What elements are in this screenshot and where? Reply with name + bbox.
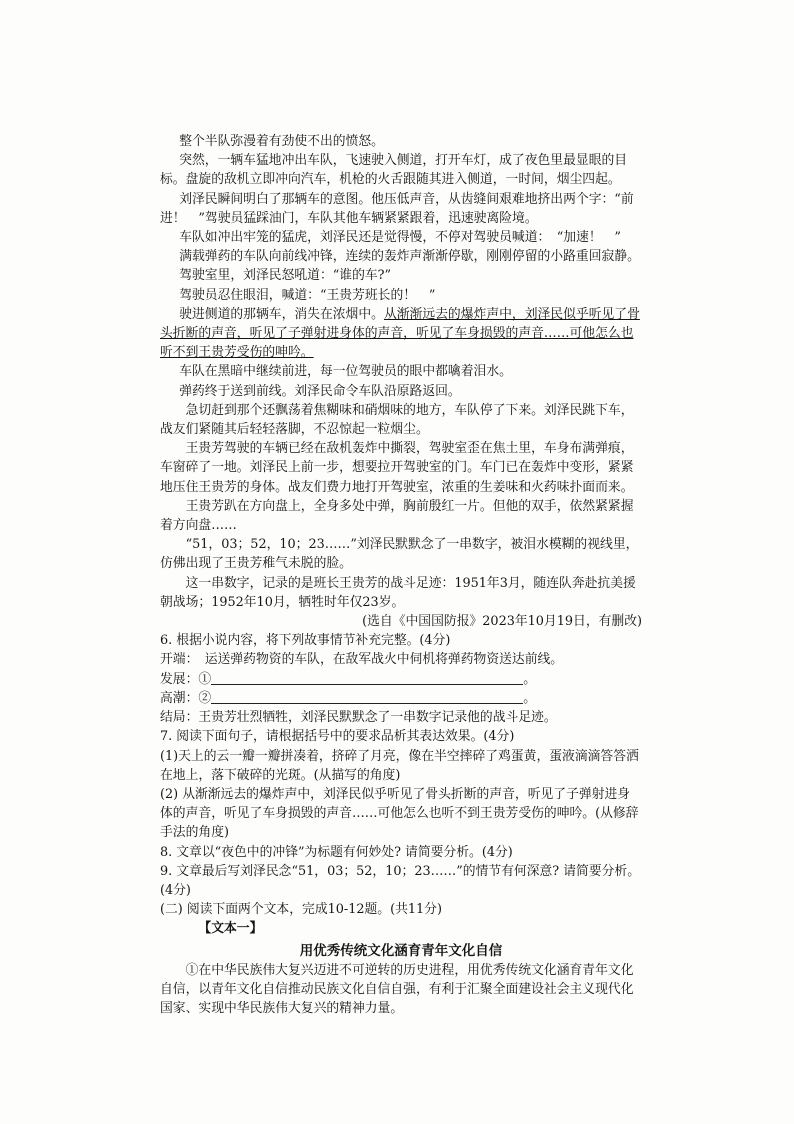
reading-content: [160, 132, 642, 1018]
section-2-heading: (二) 阅读下面两个文本，完成10-12题。(共11分): [160, 902, 442, 918]
question-7: 7. 阅读下面句子，请根据括号中的要求品析其表达效果。(4分): [160, 729, 515, 745]
q6-ending: 结局：王贵芳壮烈牺牲，刘泽民默默念了一串数字记录他的战斗足迹。: [160, 710, 557, 726]
story-paragraph: 刘泽民瞬间明白了那辆车的意图。他压低声音，从齿缝间艰难地挤出两个字：“前进！ ”驾驶员猛踩油门，车队其他车辆紧紧跟着，迅速驶离险境。: [160, 191, 634, 226]
story-paragraph: 弹药终于送到前线。刘泽民命令车队沿原路返回。: [179, 383, 461, 399]
q6-climax-label: 高潮：②: [160, 690, 212, 706]
story-text: 驶进侧道的那辆车，消失在浓烟中。: [179, 306, 384, 322]
article-paragraph: ①在中华民族伟大复兴迈进不可逆转的历史进程，用优秀传统文化涵育青年文化自信，以青年文化自信推动民族文化自信自强，有利于汇聚全面建设社会主义现代化国家、实现中华民族伟大复兴的精神力量。: [160, 962, 634, 1017]
story-paragraph-underlined: [160, 305, 642, 363]
article-title: 用优秀传统文化涵育青年文化自信: [299, 942, 503, 959]
q6-development: [160, 670, 642, 689]
story-paragraph: 满载弹药的车队向前线冲锋，连续的轰炸声渐渐停歇，刚刚停留的小路重回寂静。: [179, 249, 640, 265]
story-paragraph: 车队在黑暗中继续前进，每一位驾驶员的眼中都噙着泪水。: [179, 364, 512, 380]
q6-dev-label: 发展：①: [160, 671, 212, 687]
story-paragraph: 这一串数字，记录的是班长王贵芳的战斗足迹：1951年3月，随连队奔赴抗美援朝战场；1952年10月，牺牲时年仅23岁。: [160, 575, 636, 610]
story-paragraph: 驾驶室里，刘泽民怒吼道：“谁的车?”: [179, 268, 392, 284]
story-paragraph: 王贵芳驾驶的车辆已经在敌机轰炸中撕裂，驾驶室歪在焦土里，车身布满弹痕，车窗碎了一地。刘泽民上前一步，想要拉开驾驶室的门。车门已在轰炸中变形，紧紧地压住王贵芳的身体。战友们费力地打开驾驶室，浓重的生姜味和火药味扑面而来。: [160, 441, 634, 495]
q6-climax-end: 。: [523, 690, 536, 706]
q7-item-1: (1)天上的云一瓣一瓣拼凑着，挤碎了月亮，像在半空摔碎了鸡蛋黄，蛋液滴滴答答洒在地上，落下破碎的光斑。(从描写的角度): [160, 748, 639, 783]
story-paragraph: 驾驶员忍住眼泪，喊道：“王贵芳班长的！ ”: [179, 287, 436, 303]
q7-item-2: (2) 从渐渐远去的爆炸声中，刘泽民似乎听见了骨头折断的声音，听见了子弹射进身体的声音，听见了车身损毁的声音……可他怎么也听不到王贵芳受伤的呻吟。(从修辞手法的角度): [160, 786, 639, 841]
q6-start: 开端： 运送弹药物资的车队，在敌军战火中伺机将弹药物资送达前线。: [160, 652, 564, 668]
story-paragraph: 车队如冲出牢笼的猛虎，刘泽民还是觉得慢，不停对驾驶员喊道： “加速！ ”: [179, 230, 621, 246]
story-paragraph: 急切赶到那个还飘荡着焦糊味和硝烟味的地方，车队停了下来。刘泽民跳下车，战友们紧随其后轻轻落脚，不忍惊起一粒烟尘。: [160, 402, 634, 438]
question-8: 8. 文章以“夜色中的冲锋”为标题有何妙处? 请简要分析。(4分): [160, 844, 513, 860]
question-9: 9. 文章最后写刘泽民念“51，03；52，10；23……”的情节有何深意? 请简要分析。(4分): [160, 863, 641, 898]
text-one-tag: 【文本一】: [198, 921, 263, 937]
story-paragraph: 王贵芳趴在方向盘上，全身多处中弹，胸前殷红一片。但他的双手，依然紧紧握着方向盘……: [160, 498, 634, 534]
answer-blank[interactable]: [211, 690, 523, 704]
q6-dev-end: 。: [523, 671, 536, 687]
story-paragraph: 突然，一辆车猛地冲出车队，飞速驶入侧道，打开车灯，成了夜色里最显眼的目标。盘旋的敌机立即冲向汽车，机枪的火舌跟随其进入侧道，一时间，烟尘四起。: [160, 153, 628, 188]
source-citation: (选自《中国国防报》2023年10月19日，有删改): [362, 614, 642, 630]
underlined-sentence: 从渐渐远去的爆炸声中，刘泽民似乎听见了骨头折断的声音，听见了子弹射进身体的声音，听见了车身损毁的声音……可他怎么也听不到王贵芳受伤的呻吟。: [160, 306, 640, 361]
story-paragraph: “51，03；52，10；23……”刘泽民默默念了一串数字，被泪水模糊的视线里，仿佛出现了王贵芳稚气未脱的脸。: [160, 537, 639, 572]
story-paragraph: 整个半队弥漫着有劲使不出的愤怒。: [179, 134, 384, 149]
q6-climax: [160, 689, 642, 708]
question-6: 6. 根据小说内容，将下列故事情节补充完整。(4分): [160, 633, 451, 649]
answer-blank[interactable]: [211, 671, 523, 685]
